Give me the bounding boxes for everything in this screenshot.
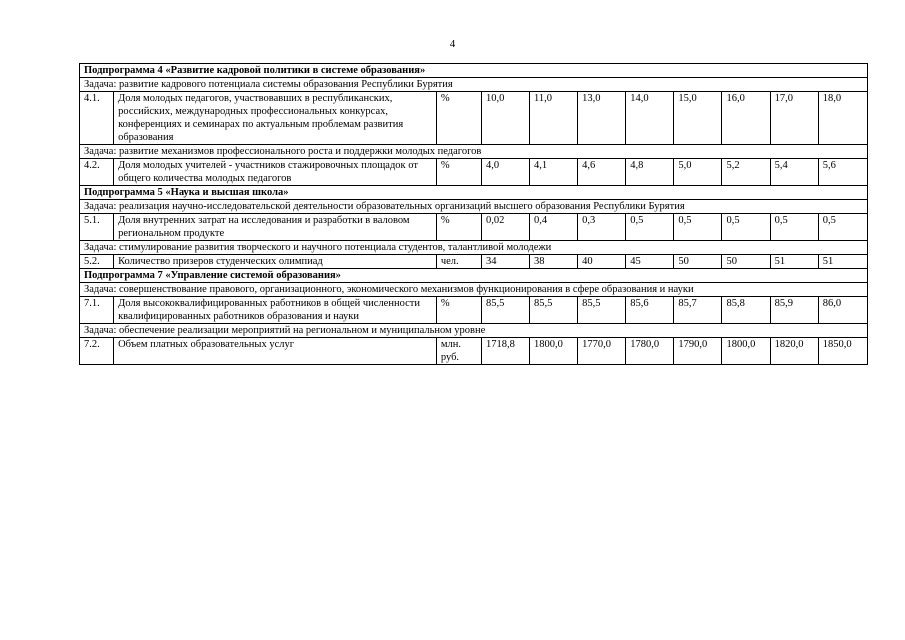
indicator-value: 17,0 — [770, 92, 818, 145]
indicator-value: 85,5 — [578, 297, 626, 324]
indicator-value: 0,5 — [722, 214, 770, 241]
indicator-unit: % — [436, 159, 481, 186]
task-text: Задача: реализация научно-исследовательской деятельности образовательных организаций высшего образования Республики Бурятия — [80, 200, 868, 214]
indicator-unit: млн. руб. — [436, 338, 481, 365]
task-row — [80, 241, 868, 255]
indicator-number: 4.1. — [80, 92, 114, 145]
indicator-value: 4,6 — [578, 159, 626, 186]
indicator-value: 85,7 — [674, 297, 722, 324]
indicator-unit: % — [436, 214, 481, 241]
task-row — [80, 145, 868, 159]
indicator-number: 7.2. — [80, 338, 114, 365]
indicator-value: 10,0 — [481, 92, 529, 145]
indicator-number: 5.2. — [80, 255, 114, 269]
indicator-value: 1800,0 — [530, 338, 578, 365]
indicator-value: 1718,8 — [481, 338, 529, 365]
indicator-value: 16,0 — [722, 92, 770, 145]
subprogram-title: Подпрограмма 7 «Управление системой образования» — [80, 269, 868, 283]
indicator-value: 0,5 — [770, 214, 818, 241]
indicator-value: 5,0 — [674, 159, 722, 186]
indicator-number: 7.1. — [80, 297, 114, 324]
indicator-name: Доля высококвалифицированных работников в общей численности квалифицированных работников образования и науки — [114, 297, 437, 324]
indicator-value: 1800,0 — [722, 338, 770, 365]
page-number: 4 — [449, 38, 456, 50]
indicator-number: 4.2. — [80, 159, 114, 186]
indicator-value: 1770,0 — [578, 338, 626, 365]
indicator-value: 38 — [530, 255, 578, 269]
indicator-value: 4,8 — [626, 159, 674, 186]
indicator-value: 0,5 — [674, 214, 722, 241]
indicator-value: 0,02 — [481, 214, 529, 241]
task-row — [80, 200, 868, 214]
indicator-unit: % — [436, 297, 481, 324]
indicator-row — [80, 92, 868, 145]
indicator-row — [80, 159, 868, 186]
task-row — [80, 283, 868, 297]
task-text: Задача: совершенствование правового, организационного, экономического механизмов функционирования в сфере образования и науки — [80, 283, 868, 297]
indicator-value: 85,9 — [770, 297, 818, 324]
indicators-table — [79, 63, 868, 365]
indicator-value: 13,0 — [578, 92, 626, 145]
task-text: Задача: развитие механизмов профессионального роста и поддержки молодых педагогов — [80, 145, 868, 159]
indicator-value: 4,1 — [530, 159, 578, 186]
task-text: Задача: развитие кадрового потенциала системы образования Республики Бурятия — [80, 78, 868, 92]
indicator-value: 45 — [626, 255, 674, 269]
indicator-value: 85,6 — [626, 297, 674, 324]
indicator-value: 85,5 — [530, 297, 578, 324]
indicator-value: 0,5 — [818, 214, 867, 241]
subprogram-row — [80, 269, 868, 283]
indicator-value: 34 — [481, 255, 529, 269]
indicator-value: 51 — [818, 255, 867, 269]
indicator-value: 85,5 — [481, 297, 529, 324]
indicator-value: 0,5 — [626, 214, 674, 241]
indicator-row — [80, 214, 868, 241]
indicator-value: 18,0 — [818, 92, 867, 145]
indicator-value: 1820,0 — [770, 338, 818, 365]
indicator-row — [80, 255, 868, 269]
indicator-row — [80, 338, 868, 365]
indicator-unit: чел. — [436, 255, 481, 269]
indicator-value: 50 — [722, 255, 770, 269]
indicator-value: 1850,0 — [818, 338, 867, 365]
indicator-row — [80, 297, 868, 324]
indicator-value: 1790,0 — [674, 338, 722, 365]
indicator-name: Доля молодых педагогов, участвовавших в республиканских, российских, международных профессиональных конкурсах, конференциях и семинарах по актуальным проблемам развития образования — [114, 92, 437, 145]
indicator-name: Доля молодых учителей - участников стажировочных площадок от общего количества молодых педагогов — [114, 159, 437, 186]
indicator-name: Объем платных образовательных услуг — [114, 338, 437, 365]
indicator-value: 5,2 — [722, 159, 770, 186]
subprogram-title: Подпрограмма 4 «Развитие кадровой политики в системе образования» — [80, 64, 868, 78]
task-row — [80, 324, 868, 338]
indicator-value: 11,0 — [530, 92, 578, 145]
task-row — [80, 78, 868, 92]
subprogram-row — [80, 186, 868, 200]
indicator-value: 51 — [770, 255, 818, 269]
subprogram-title: Подпрограмма 5 «Наука и высшая школа» — [80, 186, 868, 200]
subprogram-row — [80, 64, 868, 78]
task-text: Задача: стимулирование развития творческого и научного потенциала студентов, талантливой молодежи — [80, 241, 868, 255]
indicator-number: 5.1. — [80, 214, 114, 241]
indicator-value: 14,0 — [626, 92, 674, 145]
indicator-value: 0,3 — [578, 214, 626, 241]
task-text: Задача: обеспечение реализации мероприятий на региональном и муниципальном уровне — [80, 324, 868, 338]
indicator-value: 5,6 — [818, 159, 867, 186]
indicator-value: 4,0 — [481, 159, 529, 186]
indicator-name: Доля внутренних затрат на исследования и разработки в валовом региональном продукте — [114, 214, 437, 241]
indicator-value: 0,4 — [530, 214, 578, 241]
indicator-value: 86,0 — [818, 297, 867, 324]
indicator-value: 50 — [674, 255, 722, 269]
indicator-value: 5,4 — [770, 159, 818, 186]
indicator-value: 85,8 — [722, 297, 770, 324]
indicator-value: 15,0 — [674, 92, 722, 145]
indicator-value: 1780,0 — [626, 338, 674, 365]
indicator-value: 40 — [578, 255, 626, 269]
indicator-name: Количество призеров студенческих олимпиад — [114, 255, 437, 269]
indicator-unit: % — [436, 92, 481, 145]
